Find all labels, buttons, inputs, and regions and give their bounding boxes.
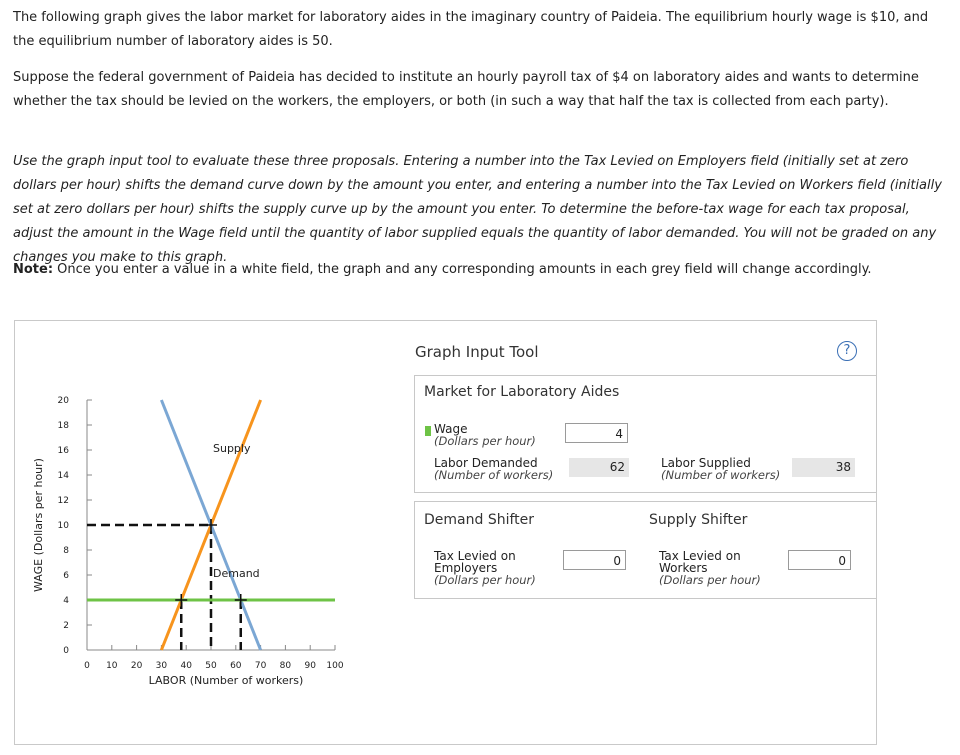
tax-employers-unit: (Dollars per hour) <box>434 573 536 587</box>
demand-label: Demand <box>213 567 260 580</box>
wage-label: Wage <box>434 422 468 436</box>
tax-employers-input[interactable]: 0 <box>563 550 626 570</box>
tax-employers-label-2: Employers <box>434 561 498 575</box>
intro-paragraph-2: Suppose the federal government of Paideia has decided to institute an hourly payroll tax of $4 on laboratory aides and wants to determine whether the tax should be levied on the workers, the employers, or both (in such a way that half the tax is collected from each party). <box>13 70 919 109</box>
graph-input-tool-title: Graph Input Tool <box>415 343 539 361</box>
x-tick-label: 0 <box>84 661 90 671</box>
intro-paragraph-1: The following graph gives the labor market for laboratory aides in the imaginary country of Paideia. The equilibrium hourly wage is $10, and the equilibrium number of laboratory aides is 50. <box>13 10 929 49</box>
note-paragraph <box>13 258 943 282</box>
instructions-paragraph: Use the graph input tool to evaluate these three proposals. Entering a number into the Tax Levied on Employers field (initially set at zero dollars per hour) shifts the demand curve down by the amount you enter, and entering a number into the Tax Levied on Workers field (initially set at zero dollars per hour) shifts the supply curve up by the amount you enter. To determine the before-tax wage for each tax proposal, adjust the amount in the Wage field until the quantity of labor supplied equals the quantity of labor demanded. You will not be graded on any changes you make to this graph. <box>13 154 942 265</box>
x-tick-label: 60 <box>230 661 242 671</box>
y-tick-label: 2 <box>63 621 69 631</box>
y-tick-label: 10 <box>57 521 69 531</box>
help-icon[interactable]: ? <box>837 341 857 361</box>
supply-shifter-title: Supply Shifter <box>649 512 748 528</box>
labor-demanded-label: Labor Demanded <box>434 456 538 470</box>
wage-legend-swatch <box>425 426 431 436</box>
x-tick-label: 90 <box>304 661 316 671</box>
tax-workers-input[interactable]: 0 <box>788 550 851 570</box>
y-tick-label: 8 <box>63 546 69 556</box>
market-title: Market for Laboratory Aides <box>424 384 620 400</box>
wage-intersection-point[interactable] <box>235 594 247 606</box>
y-tick-label: 18 <box>57 421 69 431</box>
tax-workers-unit: (Dollars per hour) <box>659 573 761 587</box>
y-tick-label: 14 <box>57 471 69 481</box>
labor-supplied-label: Labor Supplied <box>661 456 751 470</box>
note-text: Once you enter a value in a white field, the graph and any corresponding amounts in each grey field will change accordingly. <box>53 262 872 277</box>
labor-market-graph[interactable] <box>15 321 410 744</box>
tax-employers-label-1: Tax Levied on <box>434 549 516 563</box>
labor-supplied-unit: (Number of workers) <box>661 468 781 482</box>
equilibrium-point[interactable] <box>205 519 217 531</box>
tax-workers-label-1: Tax Levied on <box>659 549 741 563</box>
wage-unit: (Dollars per hour) <box>434 434 536 448</box>
supply-label: Supply <box>213 442 251 455</box>
x-tick-label: 70 <box>254 661 267 671</box>
wage-intersection-point[interactable] <box>175 594 187 606</box>
market-box <box>414 375 877 493</box>
x-tick-label: 40 <box>180 661 192 671</box>
labor-supplied-value: 38 <box>792 458 855 477</box>
x-tick-label: 10 <box>106 661 118 671</box>
graph-tool-panel <box>14 320 877 745</box>
x-tick-label: 80 <box>279 661 292 671</box>
x-tick-label: 50 <box>205 661 217 671</box>
tax-workers-label-2: Workers <box>659 561 708 575</box>
note-label: Note: <box>13 262 54 277</box>
y-tick-label: 16 <box>57 446 69 456</box>
demand-shifter-title: Demand Shifter <box>424 512 535 528</box>
y-tick-label: 6 <box>63 571 69 581</box>
y-tick-label: 20 <box>57 396 69 406</box>
y-axis-label: WAGE (Dollars per hour) <box>32 458 45 592</box>
x-tick-label: 20 <box>130 661 143 671</box>
wage-input[interactable]: 4 <box>565 423 628 443</box>
shifter-box <box>414 501 877 599</box>
labor-demanded-unit: (Number of workers) <box>434 468 554 482</box>
y-tick-label: 12 <box>57 496 69 506</box>
x-tick-label: 30 <box>155 661 168 671</box>
y-tick-label: 0 <box>63 646 69 656</box>
x-axis-label: LABOR (Number of workers) <box>148 674 304 687</box>
labor-demanded-value: 62 <box>569 458 629 477</box>
y-tick-label: 4 <box>63 596 69 606</box>
x-tick-label: 100 <box>326 661 344 671</box>
